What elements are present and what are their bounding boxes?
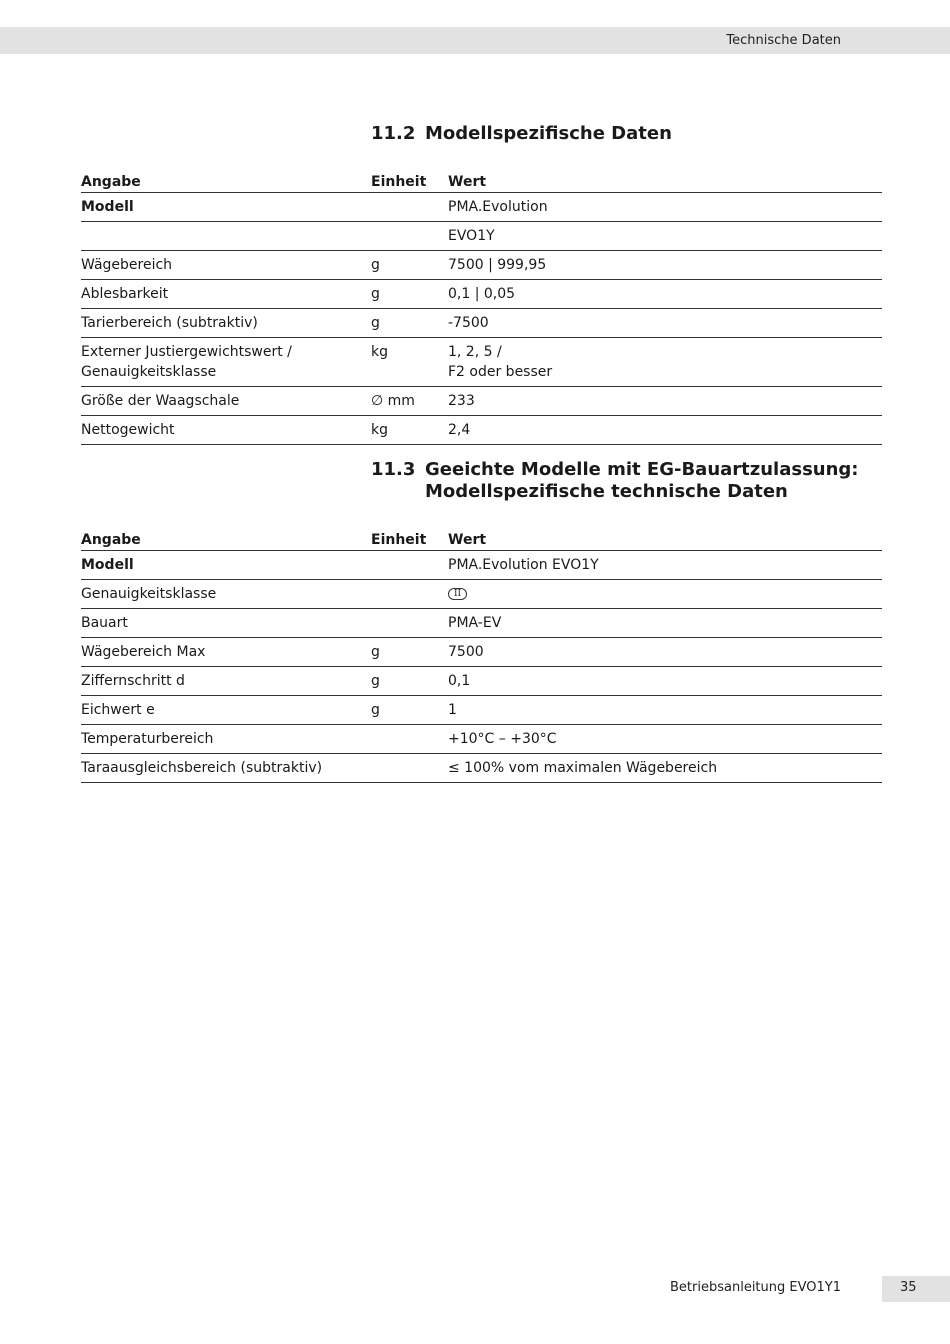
table-row [81,309,882,338]
row-unit: g [371,696,448,725]
approved-models-table [81,524,882,783]
row-unit [371,580,448,609]
section-title-line2: Modellspezifische technische Daten [425,481,788,502]
row-label: Wägebereich [81,251,371,280]
row-label: Genauigkeitsklasse [81,580,371,609]
section-title-line1: Geeichte Modelle mit EG-Bauartzulassung: [425,459,859,480]
row-label: Bauart [81,609,371,638]
table-row [81,580,882,609]
row-unit: ∅ mm [371,387,448,416]
row-value: 1 [448,696,882,725]
row-label: Eichwert e [81,696,371,725]
row-unit: g [371,280,448,309]
row-value: -7500 [448,309,882,338]
row-label-multiline [81,338,371,387]
column-header-wert: Wert [448,524,882,551]
row-value: 0,1 | 0,05 [448,280,882,309]
header-title: Technische Daten [726,33,841,48]
row-unit [371,725,448,754]
section-number: 11.3 [371,459,416,480]
row-unit: kg [371,416,448,445]
section-number: 11.2 [371,123,416,144]
row-label: Modell [81,551,371,580]
column-header-einheit: Einheit [371,166,448,193]
accuracy-class-badge: II [448,588,467,600]
column-header-einheit: Einheit [371,524,448,551]
table-row [81,280,882,309]
table-header-row [81,166,882,193]
row-value: 7500 [448,638,882,667]
column-header-angabe: Angabe [81,524,371,551]
row-value-line2: F2 oder besser [448,364,553,380]
column-header-wert: Wert [448,166,882,193]
row-unit: kg [371,338,448,387]
row-unit: g [371,251,448,280]
table-row [81,416,882,445]
row-label: Wägebereich Max [81,638,371,667]
row-unit [371,754,448,783]
row-unit: g [371,309,448,338]
row-value-multiline [448,338,882,387]
table-row [81,725,882,754]
header-bar [0,27,950,54]
row-value: PMA.Evolution [448,193,882,222]
table-row [81,609,882,638]
table-row [81,251,882,280]
row-value: 0,1 [448,667,882,696]
row-unit [371,193,448,222]
row-label: Ziffernschritt d [81,667,371,696]
table-row [81,754,882,783]
row-label: Modell [81,193,371,222]
row-value: +10°C – +30°C [448,725,882,754]
row-label: Tarierbereich (subtraktiv) [81,309,371,338]
row-value: EVO1Y [448,222,882,251]
row-label: Externer Justiergewichtswert / [81,344,292,360]
row-label [81,222,371,251]
row-unit [371,222,448,251]
row-value: 2,4 [448,416,882,445]
row-value: 7500 | 999,95 [448,251,882,280]
table-row [81,222,882,251]
table-row [81,338,882,387]
table-row [81,696,882,725]
row-unit: g [371,638,448,667]
row-unit [371,551,448,580]
column-header-angabe: Angabe [81,166,371,193]
row-unit [371,609,448,638]
row-label: Temperaturbereich [81,725,371,754]
row-label: Ablesbarkeit [81,280,371,309]
table-row [81,667,882,696]
row-value: ≤ 100% vom maximalen Wägebereich [448,754,882,783]
row-label: Nettogewicht [81,416,371,445]
model-data-table [81,166,882,445]
footer-document-title: Betriebsanleitung EVO1Y1 [670,1280,841,1295]
table-row [81,638,882,667]
row-value: PMA.Evolution EVO1Y [448,551,882,580]
row-value: 1, 2, 5 / [448,344,502,360]
row-value: PMA-EV [448,609,882,638]
page-number-box [882,1276,950,1302]
table-header-row [81,524,882,551]
row-label: Größe der Waagschale [81,387,371,416]
section-title: Modellspezifische Daten [425,123,672,144]
table-row [81,387,882,416]
row-value: 233 [448,387,882,416]
row-value-cell [448,580,882,609]
table-row [81,193,882,222]
page-number: 35 [900,1280,917,1295]
row-label-line2: Genauigkeitsklasse [81,364,217,380]
row-unit: g [371,667,448,696]
row-label: Taraausgleichsbereich (subtraktiv) [81,754,371,783]
table-row [81,551,882,580]
